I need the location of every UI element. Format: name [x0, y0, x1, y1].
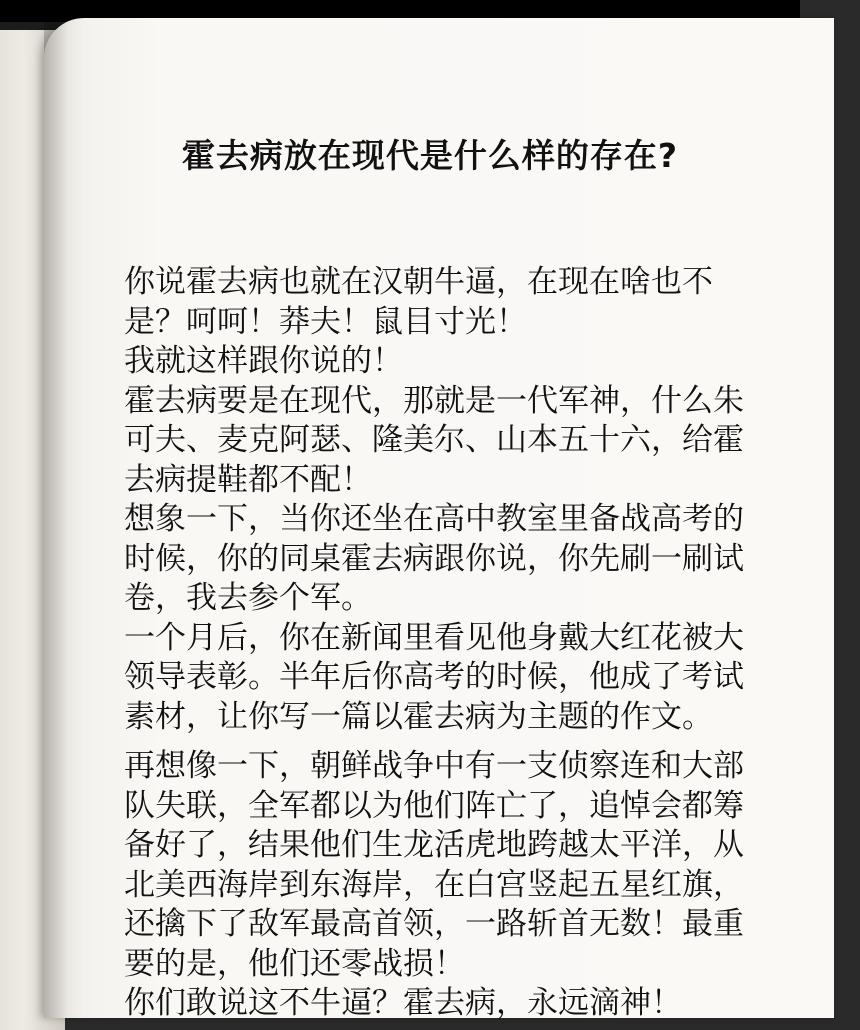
paragraph: 你们敢说这不牛逼？霍去病，永远滴神！ [124, 985, 682, 1021]
paragraph: 你说霍去病也就在汉朝牛逼，在现在啥也不是？呵呵！莽夫！鼠目寸光！ [124, 264, 713, 340]
paragraph: 一个月后，你在新闻里看见他身戴大红花被大领导表彰。半年后你高考的时候，他成了考试素材，让你写一篇以霍去病为主题的作文。 [124, 619, 744, 735]
page-title: 霍去病放在现代是什么样的存在? [181, 136, 679, 175]
paragraph: 再想像一下，朝鲜战争中有一支侦察连和大部队失联，全军都以为他们阵亡了，追悼会都筹备好了，结果他们生龙活虎地跨越太平洋，从北美西海岸到东海岸，在白宫竖起五星红旗，还擒下了敌军最高首领，一路斩首无数！最重要的是，他们还零战损！ [124, 748, 744, 982]
paragraph: 想象一下，当你还坐在高中教室里备战高考的时候，你的同桌霍去病跟你说，你先刷一刷试卷，我去参个军。 [124, 501, 744, 616]
paragraph: 霍去病要是在现代，那就是一代军神，什么朱可夫、麦克阿瑟、隆美尔、山本五十六，给霍去病提鞋都不配！ [124, 382, 744, 498]
article-body [124, 263, 744, 1024]
paragraph: 我就这样跟你说的！ [124, 343, 403, 379]
